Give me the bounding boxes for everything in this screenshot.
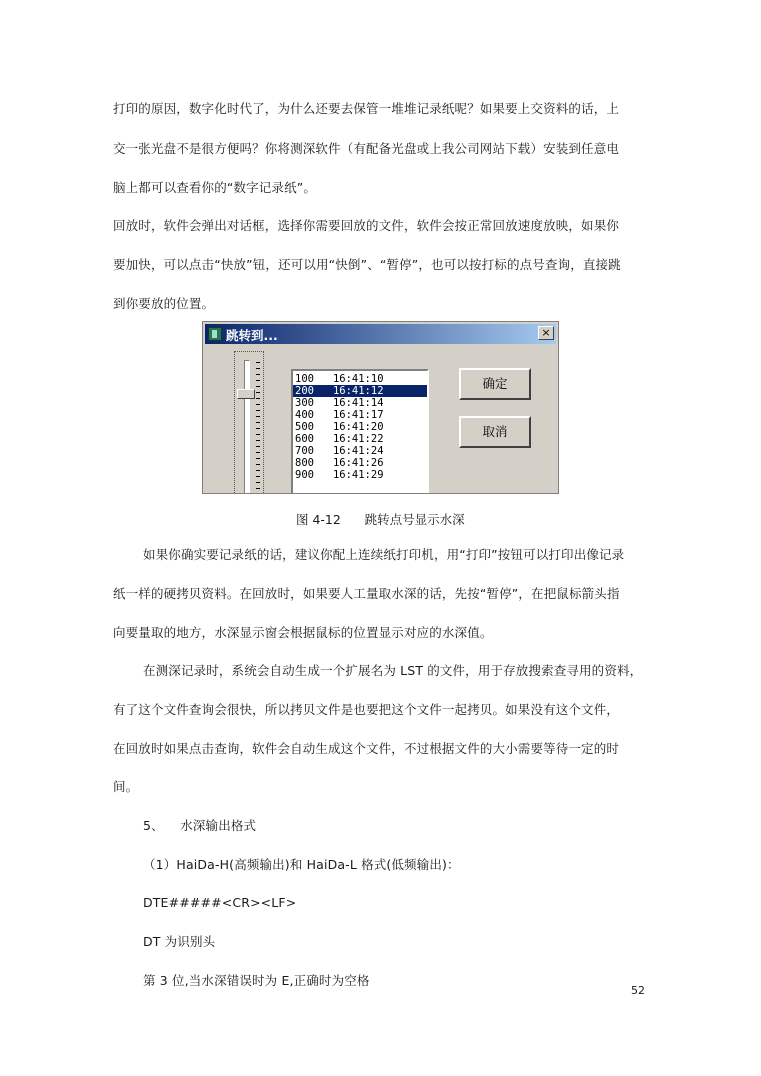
ok-button[interactable]: 确定 <box>459 368 531 400</box>
slider-thumb[interactable] <box>237 389 255 399</box>
paragraph-line: 要加快，可以点击“快放”钮，还可以用“快倒”、“暂停”，也可以按打标的点号查询，直接跳 <box>113 257 621 272</box>
paragraph-line: 打印的原因，数字化时代了，为什么还要去保管一堆堆记录纸呢？如果要上交资料的话，上 <box>113 101 620 116</box>
close-button[interactable]: × <box>538 326 554 340</box>
point-number: 300 <box>295 397 314 409</box>
point-time: 16:41:22 <box>332 433 384 445</box>
list-item[interactable] <box>293 385 427 397</box>
format-line: 第 3 位,当水深错误时为 E,正确时为空格 <box>143 973 370 988</box>
paragraph-line: 纸一样的硬拷贝资料。在回放时，如果要人工量取水深的话，先按“暂停”，在把鼠标箭头指 <box>113 586 620 601</box>
paragraph-line: 间。 <box>113 779 139 794</box>
format-line: （1）HaiDa-H(高频输出)和 HaiDa-L 格式(低频输出)： <box>143 857 460 872</box>
slider-track <box>244 360 250 494</box>
point-time: 16:41:10 <box>332 373 384 385</box>
point-number: 700 <box>295 445 314 457</box>
dialog-titlebar <box>205 324 556 344</box>
paragraph-line: 在测深记录时，系统会自动生成一个扩展名为 LST 的文件，用于存放搜索查寻用的资料， <box>143 663 643 678</box>
jump-to-dialog <box>202 321 559 494</box>
page-number: 52 <box>631 984 645 997</box>
list-item[interactable] <box>293 445 427 457</box>
position-slider[interactable] <box>234 351 264 494</box>
point-time: 16:41:20 <box>332 421 384 433</box>
paragraph-line: 向要量取的地方，水深显示窗会根据鼠标的位置显示对应的水深值。 <box>113 625 493 640</box>
point-number: 800 <box>295 457 314 469</box>
list-item[interactable] <box>293 397 427 409</box>
point-time: 16:41:12 <box>332 385 384 397</box>
point-time: 16:41:14 <box>332 397 384 409</box>
point-time: 16:41:17 <box>332 409 384 421</box>
point-number: 500 <box>295 421 314 433</box>
point-number: 100 <box>295 373 314 385</box>
list-item[interactable] <box>293 457 427 469</box>
app-icon <box>208 327 222 341</box>
paragraph-line: 如果你确实要记录纸的话，建议你配上连续纸打印机，用“打印”按钮可以打印出像记录 <box>143 547 625 562</box>
point-number: 600 <box>295 433 314 445</box>
format-line: DTE#####<CR><LF> <box>143 895 297 910</box>
paragraph-line: 在回放时如果点击查询，软件会自动生成这个文件，不过根据文件的大小需要等待一定的时 <box>113 741 620 756</box>
point-time: 16:41:24 <box>332 445 384 457</box>
paragraph-line: 交一张光盘不是很方便吗？你将测深软件（有配备光盘或上我公司网站下载）安装到任意电 <box>113 141 620 156</box>
point-number: 400 <box>295 409 314 421</box>
list-item[interactable] <box>293 421 427 433</box>
point-time: 16:41:26 <box>332 457 384 469</box>
list-item[interactable] <box>293 469 427 481</box>
point-time-list[interactable] <box>291 369 429 494</box>
point-number: 200 <box>295 385 314 397</box>
format-line: DT 为识别头 <box>143 934 216 949</box>
paragraph-line: 回放时，软件会弹出对话框，选择你需要回放的文件，软件会按正常回放速度放映，如果你 <box>113 218 620 233</box>
paragraph-line: 脑上都可以查看你的“数字记录纸”。 <box>113 180 317 195</box>
paragraph-line: 到你要放的位置。 <box>113 296 215 311</box>
list-item[interactable] <box>293 433 427 445</box>
dialog-title: 跳转到... <box>226 328 278 343</box>
section-heading: 5、 水深输出格式 <box>143 818 257 833</box>
figure-caption: 图 4-12 跳转点号显示水深 <box>296 512 465 527</box>
list-item[interactable] <box>293 409 427 421</box>
list-item[interactable] <box>293 373 427 385</box>
point-time: 16:41:29 <box>332 469 384 481</box>
cancel-button[interactable]: 取消 <box>459 416 531 448</box>
slider-ticks <box>256 362 260 494</box>
paragraph-line: 有了这个文件查询会很快，所以拷贝文件是也要把这个文件一起拷贝。如果没有这个文件， <box>113 702 620 717</box>
point-number: 900 <box>295 469 314 481</box>
